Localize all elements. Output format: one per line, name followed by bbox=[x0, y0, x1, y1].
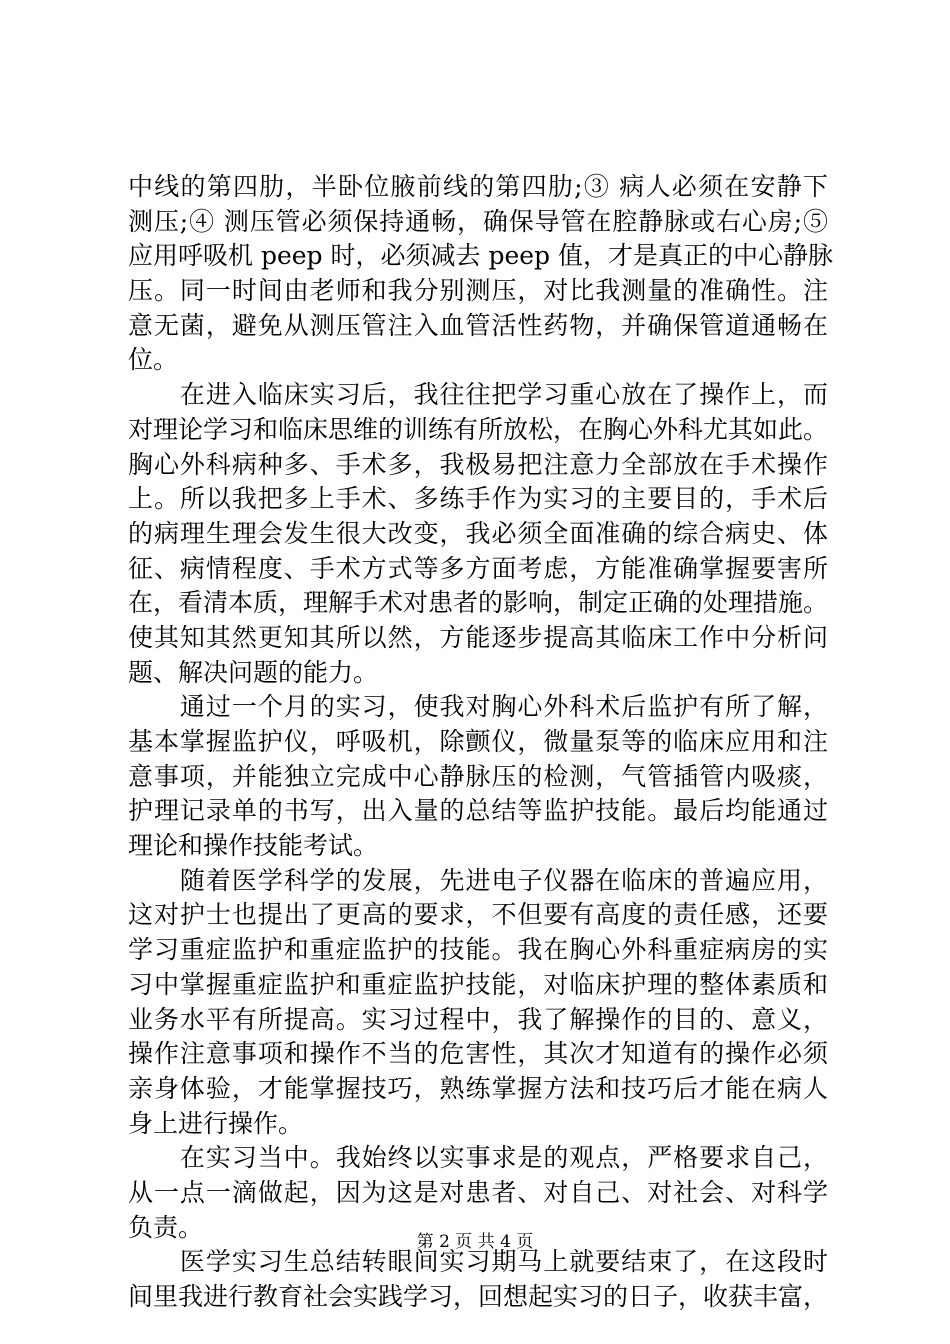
text-line: 护理记录单的书写，出入量的总结等监护技能。最后均能通过 bbox=[128, 796, 828, 826]
text-line: 医学实习生总结转眼间实习期马上就要结束了，在这段时 bbox=[128, 1247, 828, 1277]
text-line: 使其知其然更知其所以然，方能逐步提高其临床工作中分析问 bbox=[128, 622, 828, 652]
body-text bbox=[128, 170, 833, 1315]
text-line: 从一点一滴做起，因为这是对患者、对自己、对社会、对科学 bbox=[128, 1177, 828, 1207]
text-line: 意无菌，避免从测压管注入血管活性药物，并确保管道通畅在 bbox=[128, 310, 828, 340]
text-line: 理论和操作技能考试。 bbox=[128, 831, 379, 861]
text-line: 在进入临床实习后，我往往把学习重心放在了操作上，而 bbox=[128, 380, 828, 410]
text-line: 在，看清本质，理解手术对患者的影响，制定正确的处理措施。 bbox=[128, 588, 829, 618]
text-line: 基本掌握监护仪，呼吸机，除颤仪，微量泵等的临床应用和注 bbox=[128, 727, 828, 756]
text-line: 压。同一时间由老师和我分别测压，对比我测量的准确性。注 bbox=[128, 276, 828, 306]
text-line: 习中掌握重症监护和重症监护技能，对临床护理的整体素质和 bbox=[128, 969, 828, 999]
text-line: 应用呼吸机 peep 时，必须减去 peep 值，才是真正的中心静脉 bbox=[128, 241, 833, 271]
text-line: 学习重症监护和重症监护的技能。我在胸心外科重症病房的实 bbox=[128, 935, 828, 965]
text-line: 业务水平有所提高。实习过程中，我了解操作的目的、意义， bbox=[128, 1004, 828, 1034]
text-line: 题、解决问题的能力。 bbox=[128, 657, 379, 687]
text-line: 身上进行操作。 bbox=[128, 1108, 304, 1138]
text-line: 意事项，并能独立完成中心静脉压的检测，气管插管内吸痰， bbox=[128, 761, 828, 791]
text-line: 亲身体验，才能掌握技巧，熟练掌握方法和技巧后才能在病人 bbox=[128, 1073, 828, 1103]
text-line: 这对护士也提出了更高的要求，不但要有高度的责任感，还要 bbox=[128, 900, 828, 930]
text-line: 中线的第四肋，半卧位腋前线的第四肋;③ 病人必须在安静下 bbox=[128, 172, 828, 201]
text-line: 操作注意事项和操作不当的危害性，其次才知道有的操作必须 bbox=[128, 1039, 828, 1069]
text-line: 胸心外科病种多、手术多，我极易把注意力全部放在手术操作 bbox=[128, 449, 828, 479]
text-line: 间里我进行教育社会实践学习，回想起实习的日子，收获丰富， bbox=[128, 1282, 829, 1311]
text-line: 通过一个月的实习，使我对胸心外科术后监护有所了解， bbox=[128, 692, 828, 722]
text-line: 随着医学科学的发展，先进电子仪器在临床的普遍应用， bbox=[128, 865, 828, 895]
text-line: 负责。 bbox=[128, 1212, 204, 1242]
text-line: 征、病情程度、手术方式等多方面考虑，方能准确掌握要害所 bbox=[128, 553, 828, 583]
text-line: 在实习当中。我始终以实事求是的观点，严格要求自己， bbox=[128, 1143, 828, 1173]
text-line: 上。所以我把多上手术、多练手作为实习的主要目的，手术后 bbox=[128, 484, 828, 514]
text-line: 对理论学习和临床思维的训练有所放松，在胸心外科尤其如此。 bbox=[128, 414, 829, 444]
text-line: 位。 bbox=[128, 345, 179, 375]
text-line: 测压;④ 测压管必须保持通畅，确保导管在腔静脉或右心房;⑤ bbox=[128, 206, 828, 236]
page-footer: 第 2 页 共 4 页 bbox=[416, 1232, 534, 1252]
text-line: 的病理生理会发生很大改变，我必须全面准确的综合病史、体 bbox=[128, 518, 828, 548]
